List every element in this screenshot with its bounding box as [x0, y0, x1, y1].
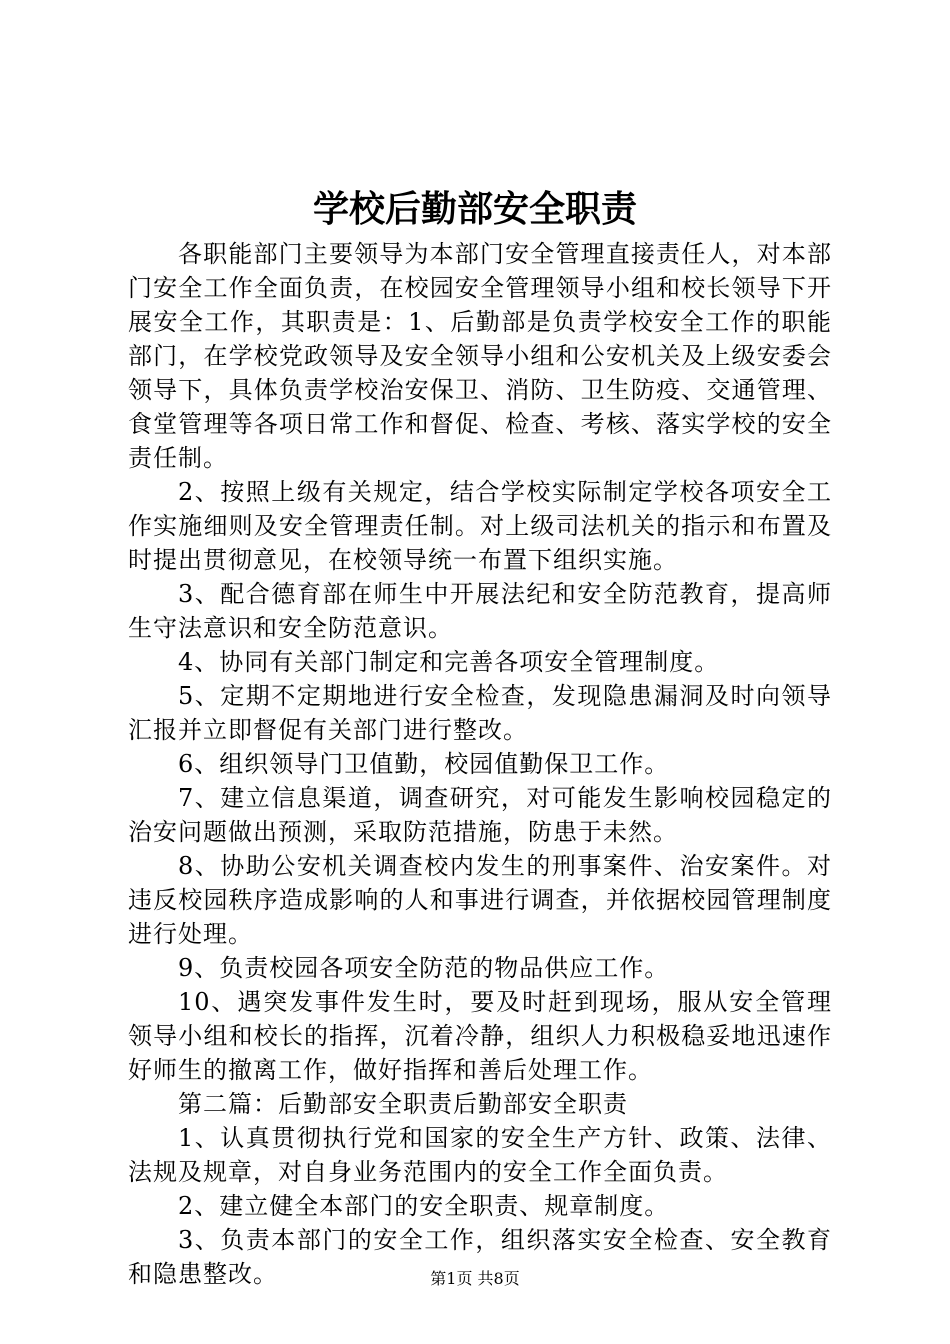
- page-footer: [0, 1268, 950, 1290]
- paragraph-item-4: 4、协同有关部门制定和完善各项安全管理制度。: [178, 648, 720, 676]
- paragraph-item-10: 10、遇突发事件发生时，要及时赶到现场，服从安全管理领导小组和校长的指挥，沉着冷静，组织人力积极稳妥地迅速作好师生的撤离工作，做好指挥和善后处理工作。: [128, 988, 832, 1084]
- paragraph-part2-item-3: 3、负责本部门的安全工作，组织落实安全检查、安全教育和隐患整改。: [128, 1226, 832, 1288]
- page-number: 第1页: [430, 1269, 473, 1288]
- paragraph-item-8: 8、协助公安机关调查校内发生的刑事案件、治安案件。对违反校园秩序造成影响的人和事进行调查，并依据校园管理制度进行处理。: [128, 852, 832, 948]
- paragraph-item-7: 7、建立信息渠道，调查研究，对可能发生影响校园稳定的治安问题做出预测，采取防范措施，防患于未然。: [128, 784, 832, 846]
- paragraph-intro: 各职能部门主要领导为本部门安全管理直接责任人，对本部门安全工作全面负责，在校园安全管理领导小组和校长领导下开展安全工作，其职责是：1、后勤部是负责学校安全工作的职能部门，在学校党政领导及安全领导小组和公安机关及上级安委会领导下，具体负责学校治安保卫、消防、卫生防疫、交通管理、食堂管理等各项日常工作和督促、检查、考核、落实学校的安全责任制。: [128, 240, 832, 472]
- paragraph-part2-item-2: 2、建立健全本部门的安全职责、规章制度。: [178, 1192, 670, 1220]
- paragraph-item-6: 6、组织领导门卫值勤，校园值勤保卫工作。: [178, 750, 670, 778]
- paragraph-item-9: 9、负责校园各项安全防范的物品供应工作。: [178, 954, 670, 982]
- section-heading-part-2: 第二篇：后勤部安全职责后勤部安全职责: [178, 1090, 628, 1118]
- page-title: 学校后勤部安全职责: [312, 188, 637, 230]
- paragraph-item-2: 2、按照上级有关规定，结合学校实际制定学校各项安全工作实施细则及安全管理责任制。对上级司法机关的指示和布置及时提出贯彻意见，在校领导统一布置下组织实施。: [128, 478, 832, 574]
- document-body: [128, 237, 832, 1291]
- paragraph-item-5: 5、定期不定期地进行安全检查，发现隐患漏洞及时向领导汇报并立即督促有关部门进行整改。: [128, 682, 832, 744]
- paragraph-item-3: 3、配合德育部在师生中开展法纪和安全防范教育，提高师生守法意识和安全防范意识。: [128, 580, 832, 642]
- page-total: 共8页: [477, 1269, 520, 1288]
- paragraph-part2-item-1: 1、认真贯彻执行党和国家的安全生产方针、政策、法律、法规及规章，对自身业务范围内的安全工作全面负责。: [128, 1124, 832, 1186]
